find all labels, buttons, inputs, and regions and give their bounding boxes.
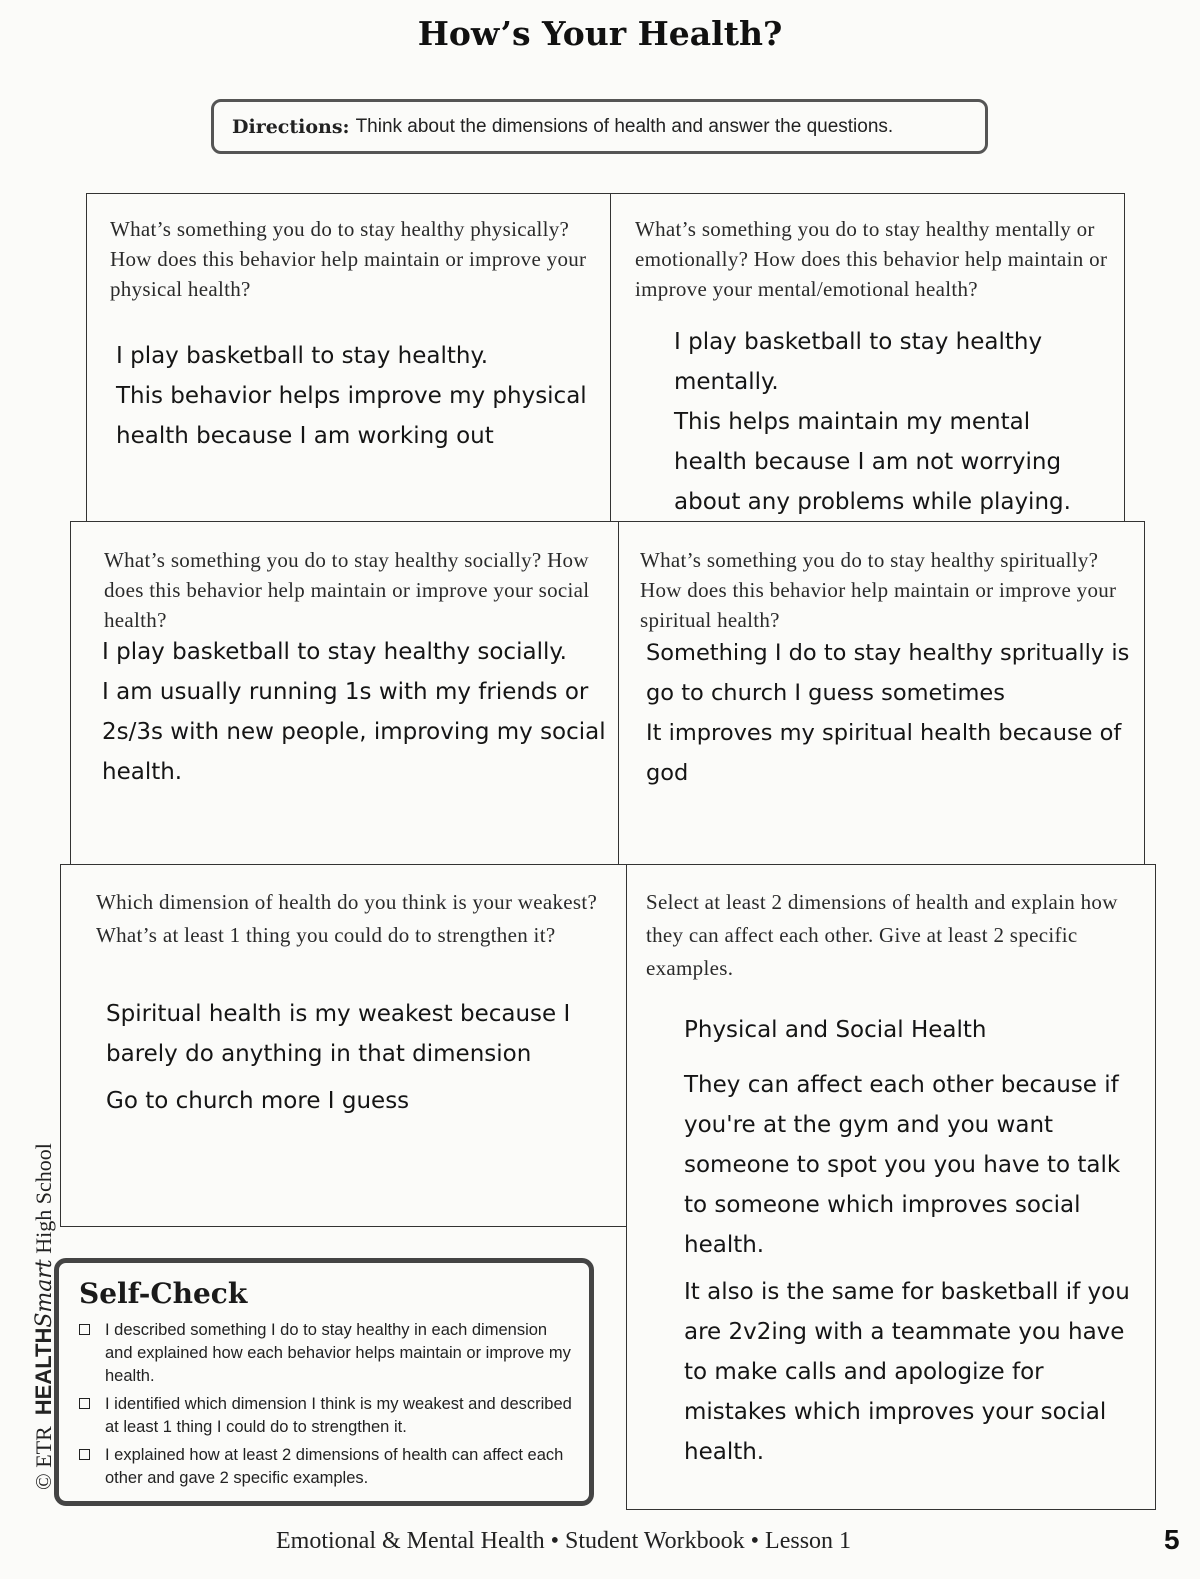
page-footer: Emotional & Mental Health • Student Workbook • Lesson 1 [276, 1528, 852, 1554]
question-mental: What’s something you do to stay healthy mentally or emotionally? How does this behavior help maintain or improve your mental/emotional health? [635, 217, 1108, 301]
self-check-item [79, 1319, 579, 1388]
self-check-text: I explained how at least 2 dimensions of health can affect each other and gave 2 specific examples. [105, 1446, 564, 1487]
self-check-text: I identified which dimension I think is my weakest and described at least 1 thing I could do to strengthen it. [105, 1395, 572, 1436]
question-two-dimensions: Select at least 2 dimensions of health and explain how they can affect each other. Give at least 2 specific examples. [646, 890, 1118, 980]
self-check-item [79, 1444, 579, 1490]
level-text: High School [31, 1143, 56, 1254]
brand-text: HEALTH [31, 1327, 56, 1416]
answer-social[interactable] [102, 632, 607, 792]
copyright-text: © ETR [31, 1426, 56, 1490]
directions-label: Directions: [232, 115, 350, 138]
answer-line: I play basketball to stay healthy. [116, 343, 489, 369]
answer-line: I play basketball to stay healthy mentally. [674, 329, 1043, 395]
checkbox[interactable] [79, 1398, 90, 1409]
question-spiritual: What’s something you do to stay healthy spiritually? How does this behavior help maintain or improve your spiritual health? [640, 548, 1117, 632]
page-number: 5 [1164, 1524, 1180, 1555]
self-check-item [79, 1393, 579, 1439]
self-check-text: I described something I do to stay healthy in each dimension and explained how each behavior helps maintain or improve my health. [105, 1321, 571, 1385]
self-check-box [54, 1258, 594, 1506]
answer-line: Something I do to stay healthy spritually is go to church I guess sometimes [646, 640, 1130, 706]
answer-line: It improves my spiritual health because of god [646, 720, 1122, 786]
self-check-title: Self-Check [79, 1277, 248, 1310]
page-title: How’s Your Health? [417, 14, 783, 53]
answer-line: Physical and Social Health [684, 1017, 987, 1043]
checkbox[interactable] [79, 1324, 90, 1335]
question-weakest: Which dimension of health do you think is your weakest? What’s at least 1 thing you could do to strengthen it? [96, 890, 598, 947]
answer-mental[interactable] [674, 322, 1084, 522]
side-publisher-label [31, 1143, 57, 1490]
answer-line: I am usually running 1s with my friends or 2s/3s with new people, improving my social health. [102, 679, 606, 785]
answer-line: They can affect each other because if you're at the gym and you want someone to spot you you have to talk to someone which improves social health. [684, 1072, 1121, 1258]
directions-box [211, 99, 988, 154]
answer-line: Go to church more I guess [106, 1088, 410, 1114]
directions-text: Think about the dimensions of health and answer the questions. [355, 115, 894, 137]
answer-line: It also is the same for basketball if you are 2v2ing with a teammate you have to make calls and apologize for mistakes which improves your social health. [684, 1279, 1130, 1465]
checkbox[interactable] [79, 1449, 90, 1460]
answer-two-dimensions[interactable] [684, 1010, 1134, 1472]
question-social: What’s something you do to stay healthy socially? How does this behavior help maintain or improve your social health? [104, 548, 590, 632]
question-physical: What’s something you do to stay healthy physically? How does this behavior help maintain or improve your physical health? [110, 217, 587, 301]
answer-line: This helps maintain my mental health because I am not worrying about any problems while playing. [674, 409, 1071, 515]
answer-spiritual[interactable] [646, 633, 1142, 793]
answer-line: This behavior helps improve my physical health because I am working out [116, 383, 587, 449]
answer-line: I play basketball to stay healthy socially. [102, 639, 567, 665]
answer-line: Spiritual health is my weakest because I barely do anything in that dimension [106, 1001, 571, 1067]
answer-physical[interactable] [116, 336, 601, 456]
answer-weakest[interactable] [106, 994, 596, 1121]
brand-script-text: Smart [32, 1259, 57, 1328]
